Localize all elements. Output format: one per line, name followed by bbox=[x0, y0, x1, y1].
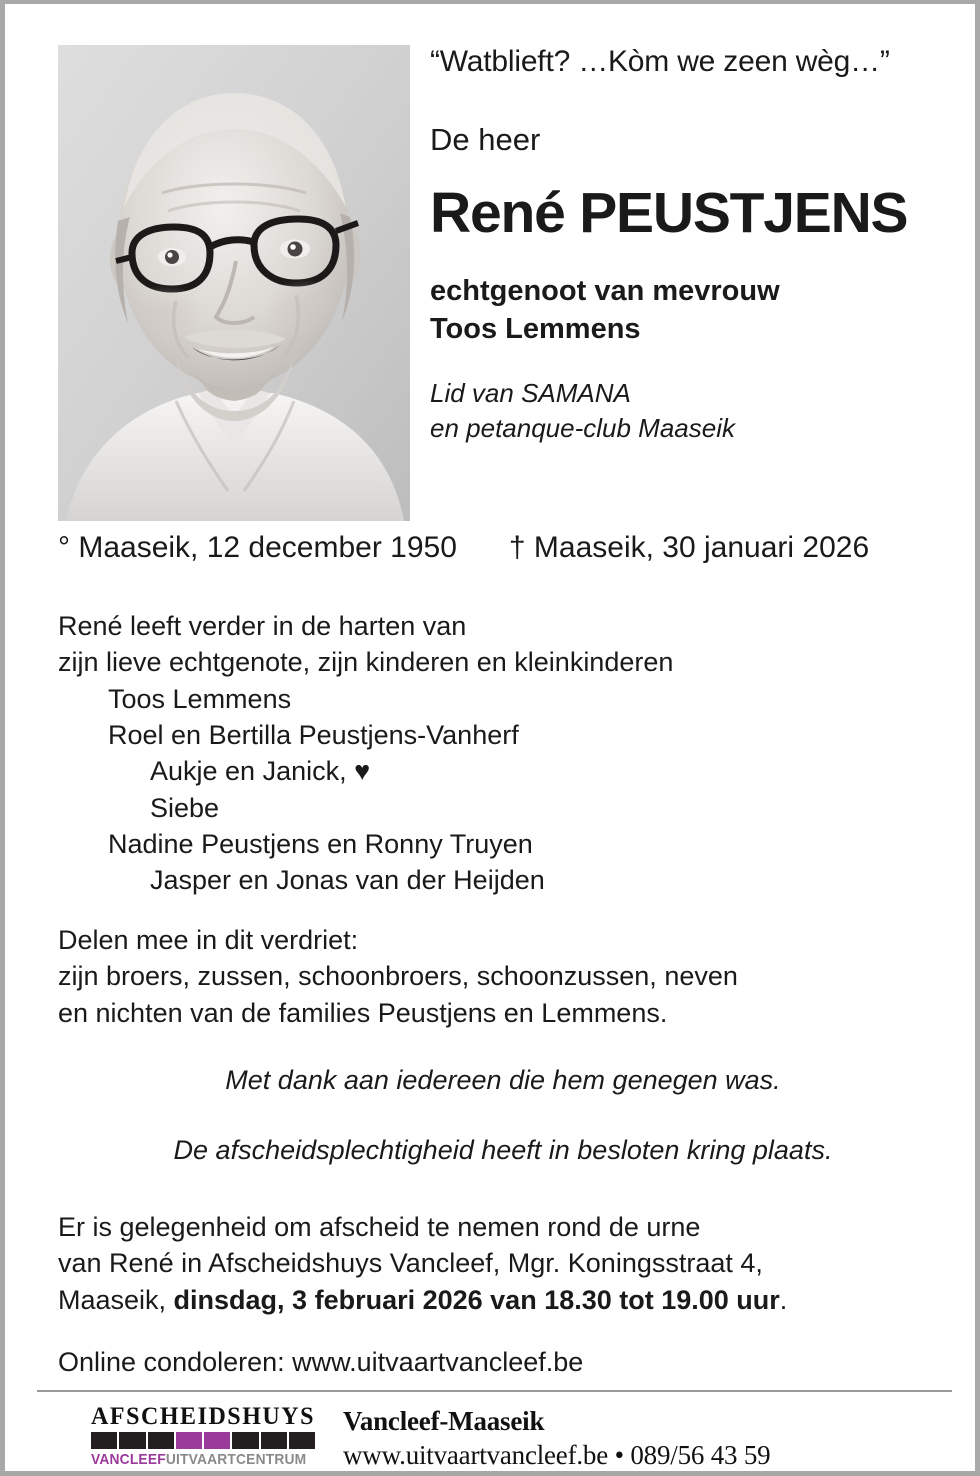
footer-divider bbox=[37, 1390, 952, 1392]
footer-organisation: Vancleef-Maaseik bbox=[343, 1406, 545, 1436]
memorial-quote: “Watblieft? …Kòm we zeen wèg…” bbox=[430, 45, 890, 78]
ceremony-message: De afscheidsplechtigheid heeft in besloten kring plaats. bbox=[173, 1135, 833, 1165]
logo-bar-pattern bbox=[91, 1432, 315, 1449]
death-date: † Maaseik, 30 januari 2026 bbox=[508, 531, 870, 564]
online-condolences[interactable]: Online condoleren: www.uitvaartvancleef.be bbox=[58, 1347, 584, 1377]
survivors-intro-1: René leeft verder in de harten van bbox=[58, 611, 467, 641]
footer-contact-block bbox=[343, 1406, 770, 1472]
logo-bar-dark bbox=[148, 1432, 174, 1449]
farewell-line-3 bbox=[58, 1282, 948, 1318]
portrait-photo bbox=[58, 45, 410, 521]
footer-contact[interactable]: www.uitvaartvancleef.be • 089/56 43 59 bbox=[343, 1439, 771, 1470]
mourners-heading: Delen mee in dit verdriet: bbox=[58, 925, 359, 955]
logo-bar-dark bbox=[119, 1432, 145, 1449]
deceased-name: René PEUSTJENS bbox=[430, 180, 908, 245]
logo-bar-dark bbox=[232, 1432, 258, 1449]
header-text-block bbox=[430, 45, 940, 445]
mourners-block bbox=[58, 922, 948, 1031]
spouse-block bbox=[430, 272, 940, 349]
logo-bar-purple bbox=[176, 1432, 202, 1449]
mourners-line-1: zijn broers, zussen, schoonbroers, schoonzussen, neven bbox=[58, 961, 738, 992]
notice-header bbox=[58, 45, 938, 525]
logo-bar-dark bbox=[289, 1432, 315, 1449]
logo-bar-dark bbox=[91, 1432, 117, 1449]
farewell-city: Maaseik, bbox=[58, 1284, 174, 1315]
survivors-intro-2: zijn lieve echtgenote, zijn kinderen en kleinkinderen bbox=[58, 647, 674, 678]
farewell-line-1: Er is gelegenheid om afscheid te nemen rond de urne bbox=[58, 1212, 701, 1242]
membership-block bbox=[430, 376, 940, 445]
survivor-name: Aukje en Janick, ♥ bbox=[150, 756, 371, 787]
farewell-period: . bbox=[779, 1284, 788, 1315]
membership-line-2: en petanque-club Maaseik bbox=[430, 412, 735, 443]
spouse-name: Toos Lemmens bbox=[430, 312, 641, 345]
portrait-illustration bbox=[58, 45, 410, 521]
logo-subtitle-brand: VANCLEEF bbox=[91, 1451, 166, 1468]
mourners-line-2: en nichten van de families Peustjens en Lemmens. bbox=[58, 997, 668, 1028]
logo-bar-dark bbox=[261, 1432, 287, 1449]
card-inner bbox=[5, 4, 975, 1471]
birth-date: ° Maaseik, 12 december 1950 bbox=[58, 531, 457, 564]
salutation: De heer bbox=[430, 121, 541, 157]
survivor-name: Nadine Peustjens en Ronny Truyen bbox=[108, 828, 533, 859]
farewell-line-2: van René in Afscheidshuys Vancleef, Mgr. Koningsstraat 4, bbox=[58, 1248, 763, 1279]
footer bbox=[58, 1404, 948, 1470]
logo-wordmark: AFSCHEIDSHUYS bbox=[91, 1403, 316, 1430]
survivors-block bbox=[58, 608, 948, 899]
survivor-name: Toos Lemmens bbox=[108, 683, 292, 714]
logo-bar-purple bbox=[204, 1432, 230, 1449]
thanks-message: Met dank aan iedereen die hem genegen was. bbox=[225, 1065, 781, 1095]
membership-line-1: Lid van SAMANA bbox=[430, 378, 631, 409]
vancleef-logo bbox=[91, 1404, 319, 1467]
spouse-label: echtgenoot van mevrouw bbox=[430, 274, 780, 307]
logo-subtitle bbox=[91, 1451, 307, 1468]
survivor-name: Siebe bbox=[150, 792, 220, 823]
logo-subtitle-type: UITVAARTCENTRUM bbox=[165, 1451, 307, 1468]
farewell-details bbox=[58, 1209, 948, 1318]
survivor-name: Roel en Bertilla Peustjens-Vanherf bbox=[108, 719, 519, 750]
life-dates bbox=[58, 531, 938, 565]
survivor-name: Jasper en Jonas van der Heijden bbox=[150, 865, 545, 896]
farewell-datetime: dinsdag, 3 februari 2026 van 18.30 tot 19.00 uur bbox=[173, 1284, 780, 1315]
